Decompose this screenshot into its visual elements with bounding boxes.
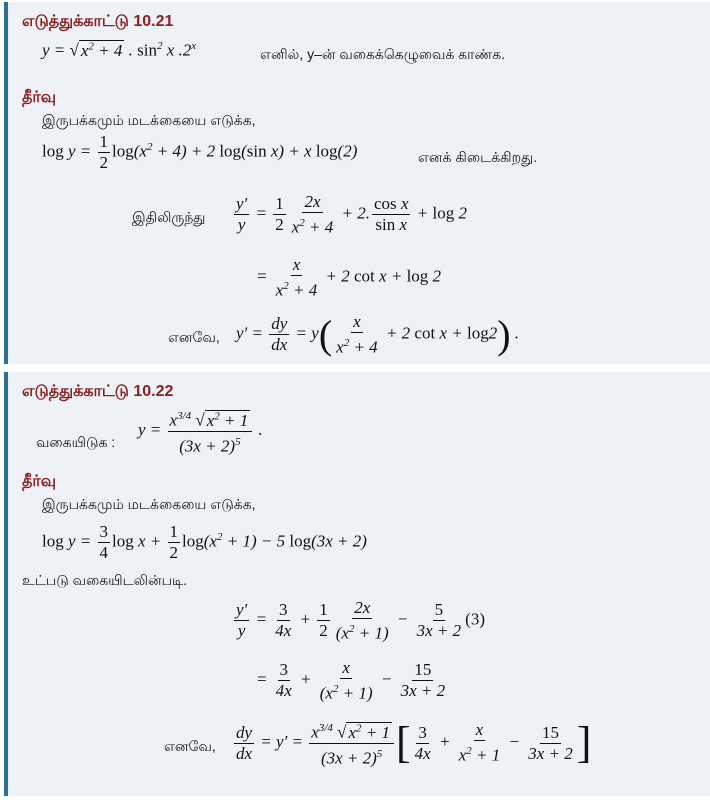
question-label: வகையிடுக : [36, 434, 116, 450]
solution-label: தீர்வு [22, 89, 57, 106]
final-answer: y′ = $\frac{dy}{dx}$ = y( $\frac{x}{x^2 + 4}$ + 2 cot x + log2) . [236, 311, 520, 357]
derivative-line-2: = $\frac{3}{4x}$ + $\frac{x}{(x^2 + 1)}$ − $\frac{15}{3x + 2}$ [256, 658, 446, 703]
hence-label: இதிலிருந்து [132, 209, 206, 225]
step-text: இருபக்கமும் மடக்கையை எடுக்க, [42, 496, 256, 512]
log-equation: log y = $\frac{3}{4}$ log x + $\frac{1}{2}$ $\log(x^2 + 1) - 5$ log(3x + 2) [42, 522, 367, 562]
derivative-line-1: $\frac{y'}{y}$ = $\frac{1}{2}$ $\frac{2x}{x^2 + 4}$ + 2. $\frac{\text{cos x}}{\text{sin x}}$ + log 2 [236, 192, 467, 237]
log-equation: log y = $\frac{1}{2}$ $\log(x^2 + 4) + 2$ log(sin x) + x log(2) [42, 132, 358, 172]
final-answer: $\frac{dy}{dx}$ = y′ = $\frac{x^{3/4} √ x^2 + 1}{(3x + 2)^5}$ [ $\frac{3}{4x}$ + $\frac{x}{x^2 + 1}$ − $\frac{15}{3x + 2}$ ] [236, 718, 592, 768]
example-box-10-21 [4, 2, 710, 364]
question-equation: y = √ $x^2 + 4$ . $\sin^2 x$ .2$^x$ [42, 40, 197, 60]
step-text: எனக் கிடைக்கிறது. [418, 149, 538, 165]
example-heading: எடுத்துக்காட்டு 10.21 [22, 13, 174, 30]
step-text: இருபக்கமும் மடக்கையை எடுக்க, [42, 112, 256, 128]
question-equation: y = $\frac{x^{3/4} √ x^2 + 1}{(3x + 2)^5}$ . [138, 406, 263, 456]
therefore-label: எனவே, [168, 329, 220, 345]
step-text: உட்படு வகையிடலின்படி. [22, 572, 188, 588]
therefore-label: எனவே, [164, 738, 216, 754]
derivative-line-2: = $\frac{x}{x^2 + 4}$ + 2 cot x + log 2 [256, 255, 442, 300]
example-heading: எடுத்துக்காட்டு 10.22 [22, 383, 174, 400]
solution-label: தீர்வு [22, 473, 57, 490]
question-text: எனில், y–ன் வகைக்கெழுவைக் காண்க. [260, 46, 506, 62]
example-box-10-22 [4, 372, 710, 796]
derivative-line-1: $\frac{y'}{y}$ = $\frac{3}{4x}$ + $\frac{1}{2}$ $\frac{2x}{(x^2 + 1)}$ − $\frac{5}{3x + 2}$ (3) [236, 598, 485, 643]
